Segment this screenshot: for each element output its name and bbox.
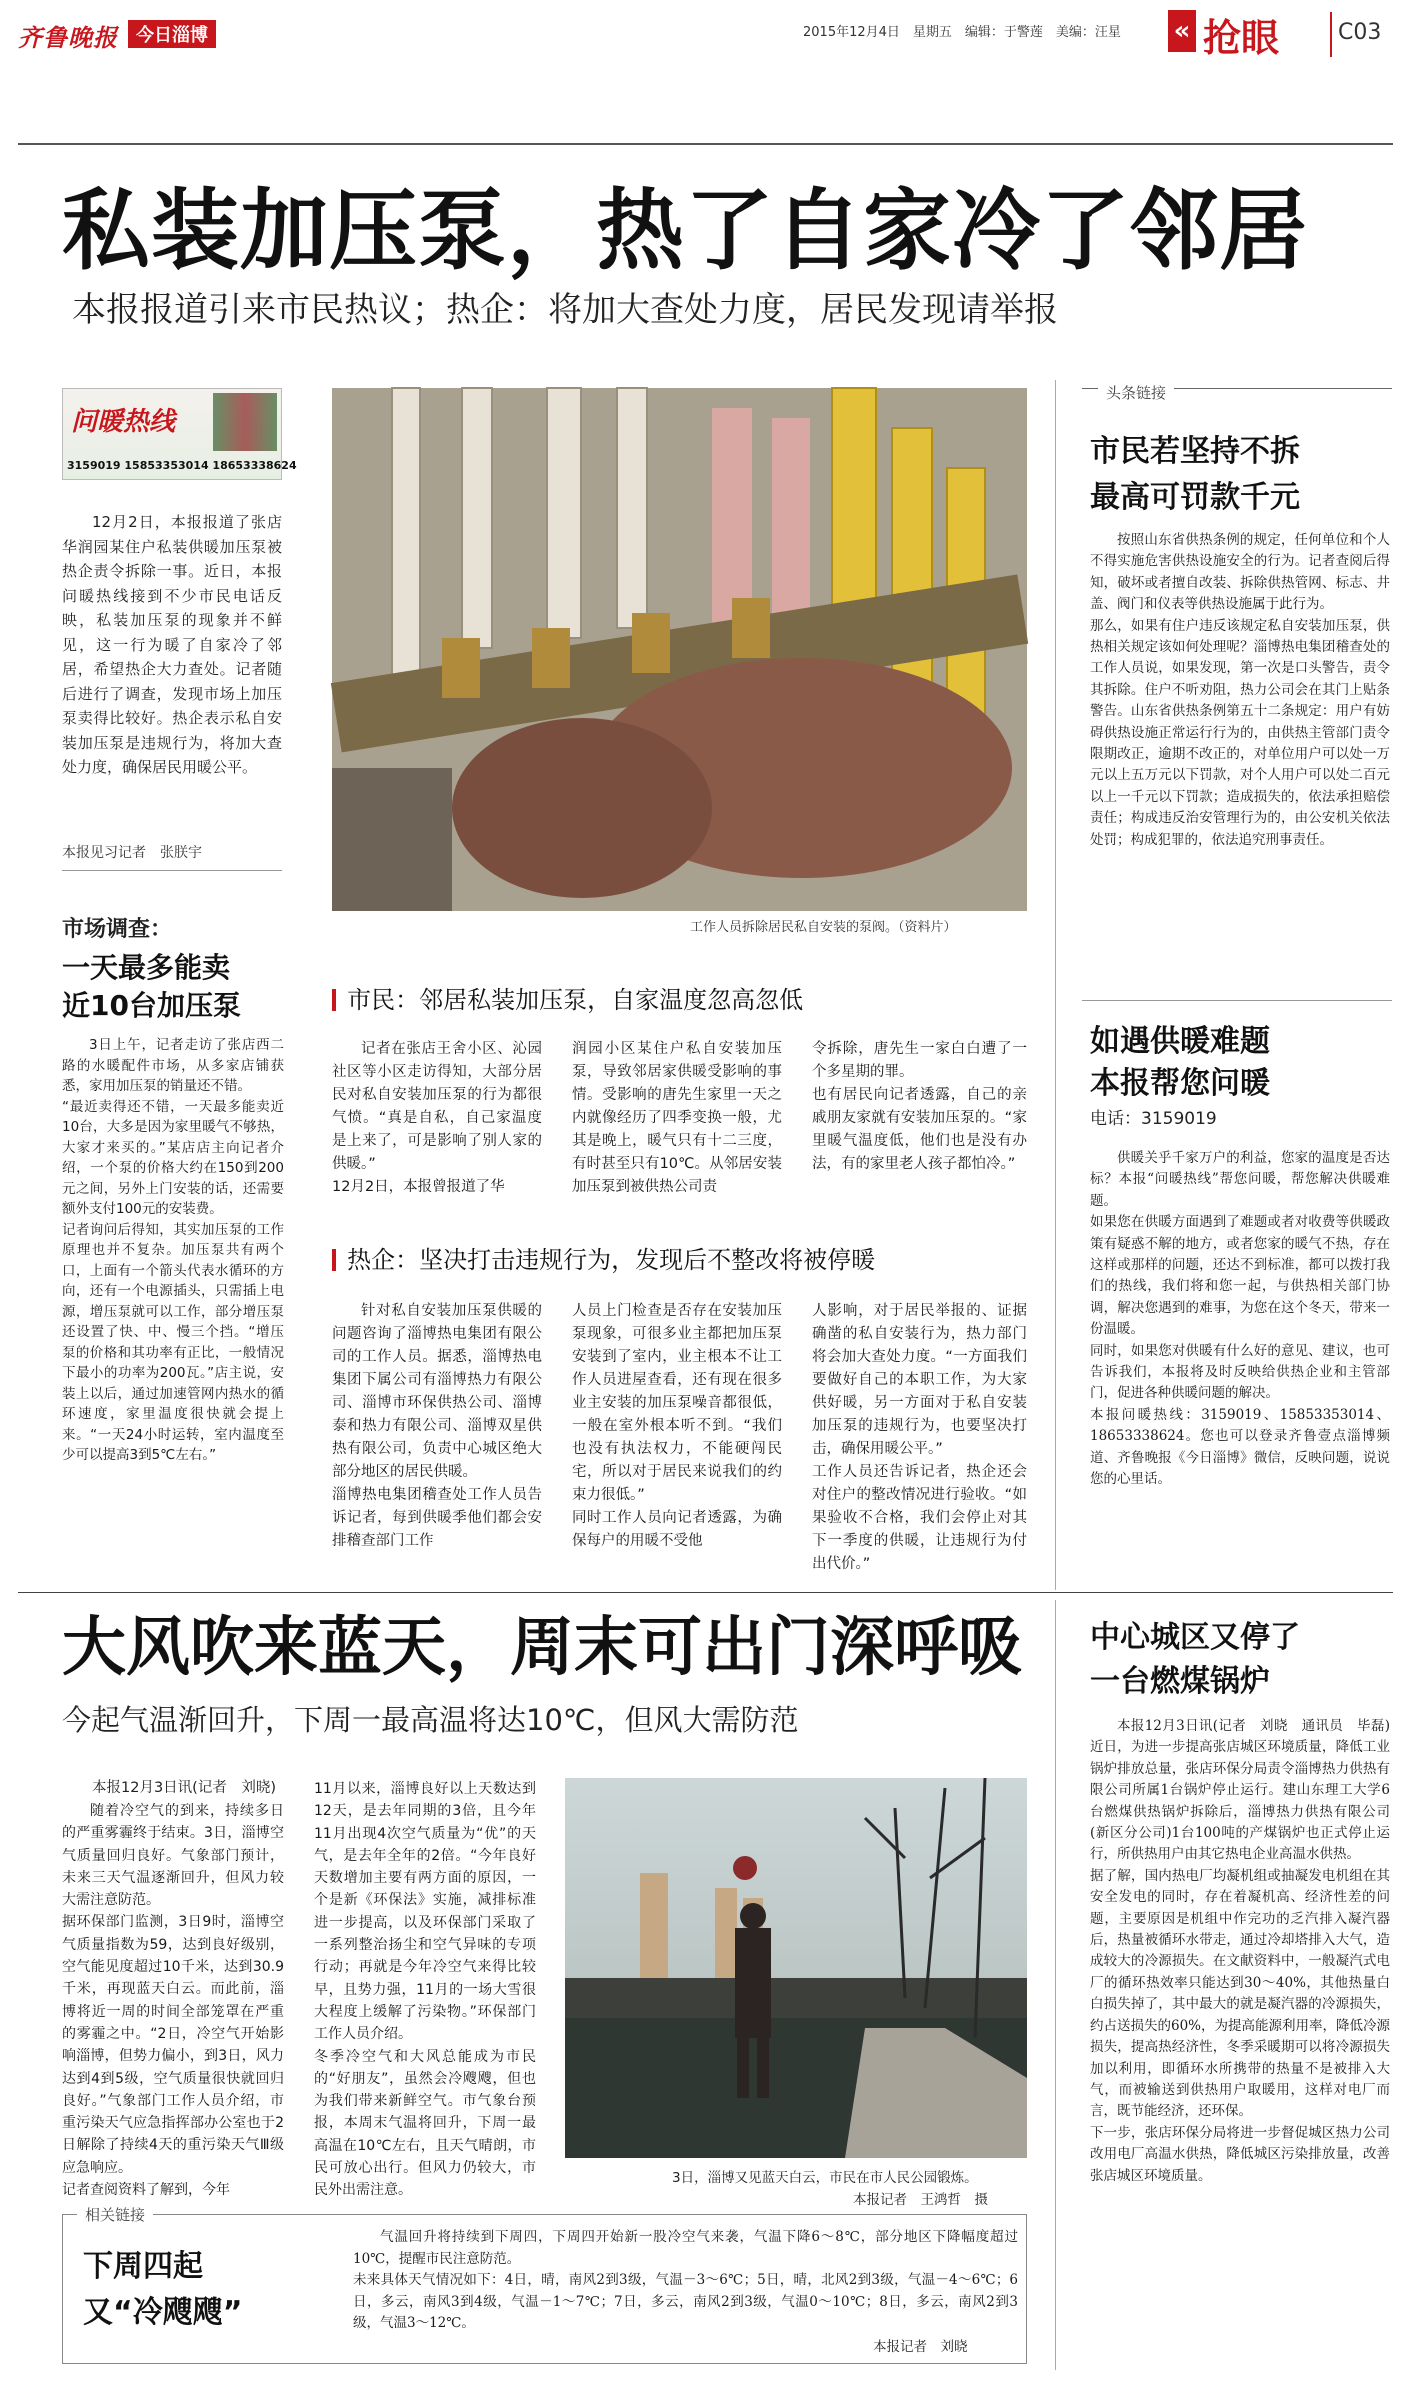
story2-sidebar-divider bbox=[1055, 1600, 1056, 2370]
related-title-2: 又“冷飕飕” bbox=[83, 2295, 243, 2330]
paper-logo: 齐鲁晚报 bbox=[18, 23, 118, 52]
pump-photo-caption: 工作人员拆除居民私自安装的泵阀。（资料片） bbox=[690, 920, 957, 935]
sidebar1-bottom-rule bbox=[1082, 1000, 1392, 1001]
story1-byline: 本报见习记者 张朕宇 bbox=[62, 845, 202, 861]
sidebar3-title-2: 一台燃煤锅炉 bbox=[1090, 1664, 1270, 1699]
issue-info: 2015年12月4日 星期五 编辑：于警莲 美编：汪星 bbox=[803, 25, 1121, 40]
park-photo-caption: 3日，淄博又见蓝天白云，市民在市人民公园锻炼。 bbox=[672, 2170, 978, 2186]
section-rule bbox=[18, 1592, 1393, 1593]
hotline-phones: 3159019 15853353014 18653338624 bbox=[67, 459, 297, 472]
hotline-logo bbox=[62, 388, 297, 480]
citizen-col-3: 令拆除，唐先生一家白白遭了一个多星期的罪。 也有居民向记者透露，自己的亲戚朋友家就有安装加压泵的。“家里暖气温度低，他们也是没有办法，有的家里老人孩子都怕冷。” bbox=[812, 1041, 1027, 1172]
sidebar1-tag: 头条链接 bbox=[1098, 382, 1174, 403]
story1-subheadline: 本报报道引来市民热议；热企：将加大查处力度，居民发现请举报 bbox=[72, 290, 1058, 330]
park-photo-drawing bbox=[565, 1778, 1027, 2158]
related-title-1: 下周四起 bbox=[83, 2249, 203, 2284]
related-tag: 相关链接 bbox=[77, 2204, 153, 2225]
edition-label: 今日淄博 bbox=[128, 20, 216, 48]
sidebar1-title-1: 市民若坚持不拆 bbox=[1090, 434, 1300, 469]
market-title-2: 近10台加压泵 bbox=[62, 989, 241, 1022]
story2-col-2: 11月以来，淄博良好以上天数达到12天，是去年同期的3倍，且今年11月出现4次空气质量为“优”的天气，是去年全年的2倍。“今年良好天数增加主要有两方面的原因，一个是新《环保法》实施，减排标准进一步提高，以及环保部门采取了一系列整治扬尘和空气异味的专项行动；再就是今年冷空气来得比较早，且势力强，11月的一场大雪很大程度上缓解了污染物。”环保部门工作人员介绍。 冬季冷空气和大风总能成为市民的“好朋友”，虽然会冷飕飕，但也为我们带来新鲜空气。市气象台预报，本周末气温将回升，下周一最高温在10℃左右，且天气晴朗，市民可放心出行。但风力仍较大，市民外出需注意。 bbox=[314, 1781, 536, 2199]
citizen-marker bbox=[332, 989, 336, 1011]
heat-col-1: 针对私自安装加压泵供暖的问题咨询了淄博热电集团有限公司的工作人员。据悉，淄博热电集团下属公司有淄博热力有限公司、淄博市环保供热公司、淄博泰和热力有限公司、淄博双星供热有限公司，负责中心城区绝大部分地区的居民供暖。 淄博热电集团稽查处工作人员告诉记者，每到供暖季他们都会安排稽查部门工作 bbox=[332, 1303, 542, 1549]
citizen-col-1: 记者在张店王舍小区、沁园社区等小区走访得知，大部分居民对私自安装加压泵的行为都很气愤。“真是自私，自己家温度是上来了，可是影响了别人家的供暖。” 12月2日，本报曾报道了华 bbox=[332, 1041, 542, 1195]
sidebar1-body: 按照山东省供热条例的规定，任何单位和个人不得实施危害供热设施安全的行为。记者查阅后得知，破坏或者擅自改装、拆除供热管网、标志、井盖、阀门和仪表等供热设施属于此行为。 那么，如果有住户违反该规定私自安装加压泵，供热相关规定该如何处理呢？淄博热电集团稽查处的工作人员说，如果发现，第一次是口头警告，责令其拆除。住户不听劝阻，热力公司会在其门上贴条警告。山东省供热条例第五十二条规定：用户有妨碍供热设施正常运行行为的，由供热主管部门责令限期改正，逾期不改正的，对单位用户可以处一万元以上五万元以下罚款，对个人用户可以处二百元以上一千元以下罚款；造成损失的，依法承担赔偿责任；构成违反治安管理行为的，由公安机关依法处罚；构成犯罪的，依法追究刑事责任。 bbox=[1090, 532, 1390, 848]
story2-subheadline: 今起气温渐回升，下周一最高温将达10℃，但风大需防范 bbox=[62, 1703, 799, 1737]
story1-headline: 私装加压泵，热了自家冷了邻居 bbox=[62, 178, 1309, 282]
sidebar2-phone: 电话：3159019 bbox=[1090, 1109, 1217, 1129]
section-name: 抢眼 bbox=[1203, 16, 1280, 60]
page-number: C03 bbox=[1338, 20, 1382, 45]
citizen-col-2: 润园小区某住户私自安装加压泵，导致邻居家供暖受影响的事情。受影响的唐先生家里一天之内就像经历了四季变换一般，尤其是晚上，暖气只有十二三度，有时甚至只有10℃。从邻居安装加压泵到被供热公司责 bbox=[572, 1041, 782, 1195]
hotline-brand: 问暖热线 bbox=[71, 407, 176, 437]
masthead bbox=[0, 0, 1409, 145]
citizen-heading: 市民：邻居私装加压泵，自家温度忽高忽低 bbox=[332, 980, 803, 1015]
pump-photo bbox=[332, 388, 1027, 911]
related-box bbox=[62, 2206, 1027, 2364]
heat-col-3: 人影响，对于居民举报的、证据确凿的私自安装行为，热力部门将会加大查处力度。“一方面我们要做好自己的本职工作，为大家供好暖，另一方面对于私自安装加压泵的违规行为，也要坚决打击，确保用暖公平。” 工作人员还告诉记者，热企还会对住户的整改情况进行验收。“如果验收不合格，我们会停止对其下一季度的供暖，让违规行为付出代价。” bbox=[812, 1303, 1027, 1572]
park-photo-credit: 本报记者 王鸿哲 摄 bbox=[853, 2192, 988, 2208]
story1-sidebar-divider bbox=[1055, 380, 1056, 1590]
market-title-1: 一天最多能卖 bbox=[62, 951, 231, 984]
heat-col-2: 人员上门检查是否存在安装加压泵现象，可很多业主都把加压泵安装到了室内，业主根本不让工作人员进屋查看，还有现在很多业主安装的加压泵噪音都很低，一般在室外根本听不到。“我们也没有执法权力，不能硬闯民宅，所以对于居民来说我们的约束力很低。” 同时工作人员向记者透露，为确保每户的用暖不受他 bbox=[572, 1303, 782, 1549]
section-arrow-icon: « bbox=[1168, 10, 1196, 52]
market-body: 3日上午，记者走访了张店西二路的水暖配件市场，从多家店铺获悉，家用加压泵的销量还不错。 “最近卖得还不错，一天最多能卖近10台，大多是因为家里暖气不够热，大家才来买的。”某店店主向记者介绍，一个泵的价格大约在150到200元之间，另外上门安装的话，还需要额外支付100元的安装费。 记者询问后得知，其实加压泵的工作原理也并不复杂。加压泵共有两个口，上面有一个箭头代表水循环的方向，还有一个电源插头，只需插上电源，增压泵就可以工作，部分增压泵还设置了快、中、慢三个挡。“增压泵的价格和其功率有正比，一般情况下最小的功率为200瓦。”店主说，安装上以后，通过加速管网内热水的循环速度，家里温度很快就会提上来。“一天24小时运转，室内温度至少可以提高3到5℃左右。” bbox=[62, 1037, 284, 1463]
sidebar3-body: 本报12月3日讯(记者 刘晓 通讯员 毕磊) 近日，为进一步提高张店城区环境质量，降低工业锅炉排放总量，张店环保分局责令淄博热力供热有限公司所属1台锅炉停止运行。建山东理工大学6台燃煤供热锅炉拆除后，淄博热力供热有限公司(新区分公司)1台100吨的产煤锅炉也正式停止运行，所供热用户由其它热电企业高温水供热。 据了解，国内热电厂均凝机组或抽凝发电机组在其安全发电的同时，存在着凝机高、经济性差的问题，主要原因是机组中作完功的乏汽排入凝汽器后，热量被循环水带走，通过冷却塔排入大气，造成较大的冷源损失。在文献资料中，一般凝汽式电厂的循环热效率只能达到30～40%，其他热量白白损失掉了，其中最大的就是凝汽器的冷源损失，约占送损失的60%，为提高能源利用率，降低冷源损失，提高热经济性，冬季采暖期可以将冷源损失加以利用，即循环水所携带的热量不是被排入大气，而被输送到供热用户取暖用，这样对电厂而言，既节能经济，还环保。 下一步，张店环保分局将进一步督促城区热力公司改用电厂高温水供热，降低城区污染排放量，改善张店城区环境质量。 bbox=[1090, 1718, 1391, 2184]
sidebar2-title-2: 本报帮您问暖 bbox=[1090, 1066, 1270, 1101]
sidebar2-title-1: 如遇供暖难题 bbox=[1090, 1024, 1270, 1059]
park-photo bbox=[565, 1778, 1027, 2158]
related-body: 气温回升将持续到下周四，下周四开始新一股冷空气来袭，气温下降6～8℃，部分地区下降幅度超过10℃，提醒市民注意防范。 未来具体天气情况如下：4日，晴，南风2到3级，气温－3～6℃；5日，晴，北风2到3级，气温－4～6℃；6日，多云，南风3到4级，气温－1～7℃；7日，多云，南风2到3级，气温0～10℃；8日，多云，南风2到3级，气温3～12℃。 bbox=[353, 2229, 1018, 2331]
masthead-rule bbox=[18, 143, 1393, 145]
market-kicker: 市场调查： bbox=[62, 917, 173, 942]
section-divider bbox=[1330, 12, 1332, 57]
pump-photo-drawing bbox=[332, 388, 1027, 911]
story2-col-1: 随着冷空气的到来，持续多日的严重雾霾终于结束。3日，淄博空气质量回归良好。气象部门预计，未来三天气温逐渐回升，但风力较大需注意防范。 据环保部门监测，3日9时，淄博空气质量指数为59，达到良好级别，空气能见度超过10千米，达到30.9千米，再现蓝天白云。而此前，淄博将近一周的时间全部笼罩在严重的雾霾之中。“2日，冷空气开始影响淄博，但势力偏小，到3日，风力达到4到5级，空气质量很快就回归良好。”气象部门工作人员介绍，市重污染天气应急指挥部办公室也于2日解除了持续4天的重污染天气Ⅲ级应急响应。 记者查阅资料了解到，今年 bbox=[62, 1803, 284, 2199]
heat-marker bbox=[332, 1249, 336, 1271]
sidebar2-body: 供暖关乎千家万户的利益，您家的温度是否达标？本报“问暖热线”帮您问暖，帮您解决供暖难题。 如果您在供暖方面遇到了难题或者对收费等供暖政策有疑惑不解的地方，或者您家的暖气不热，存在这样或那样的问题，还达不到标准，都可以拨打我们的热线，我们将和您一起，与供热相关部门协调，解决您遇到的难事，为您在这个冬天，带来一份温暖。 同时，如果您对供暖有什么好的意见、建议，也可告诉我们，本报将及时反映给供热企业和主管部门，促进各种供暖问题的解决。 本报问暖热线：3159019、15853353014、18653338624。您也可以登录齐鲁壹点淄博频道、齐鲁晚报《今日淄博》微信，反映问题，说说您的心里话。 bbox=[1090, 1150, 1390, 1488]
story1-lead: 12月2日，本报报道了张店华润园某住户私装供暖加压泵被热企责令拆除一事。近日，本报问暖热线接到不少市民电话反映，私装加压泵的现象并不鲜见，这一行为暖了自家冷了邻居，希望热企大力查处。记者随后进行了调查，发现市场上加压泵卖得比较好。热企表示私自安装加压泵是违规行为，将加大查处力度，确保居民用暖公平。 bbox=[62, 513, 282, 776]
story2-headline: 大风吹来蓝天，周末可出门深呼吸 bbox=[62, 1610, 1022, 1685]
story2-byline: 本报12月3日讯(记者 刘晓) bbox=[92, 1780, 276, 1796]
heat-heading: 热企：坚决打击违规行为，发现后不整改将被停暖 bbox=[332, 1240, 875, 1275]
hotline-graphic bbox=[213, 393, 277, 451]
related-byline: 本报记者 刘晓 bbox=[873, 2339, 968, 2355]
lead-rule bbox=[62, 870, 282, 871]
sidebar1-title-2: 最高可罚款千元 bbox=[1090, 480, 1300, 515]
sidebar3-title-1: 中心城区又停了 bbox=[1090, 1620, 1300, 1655]
